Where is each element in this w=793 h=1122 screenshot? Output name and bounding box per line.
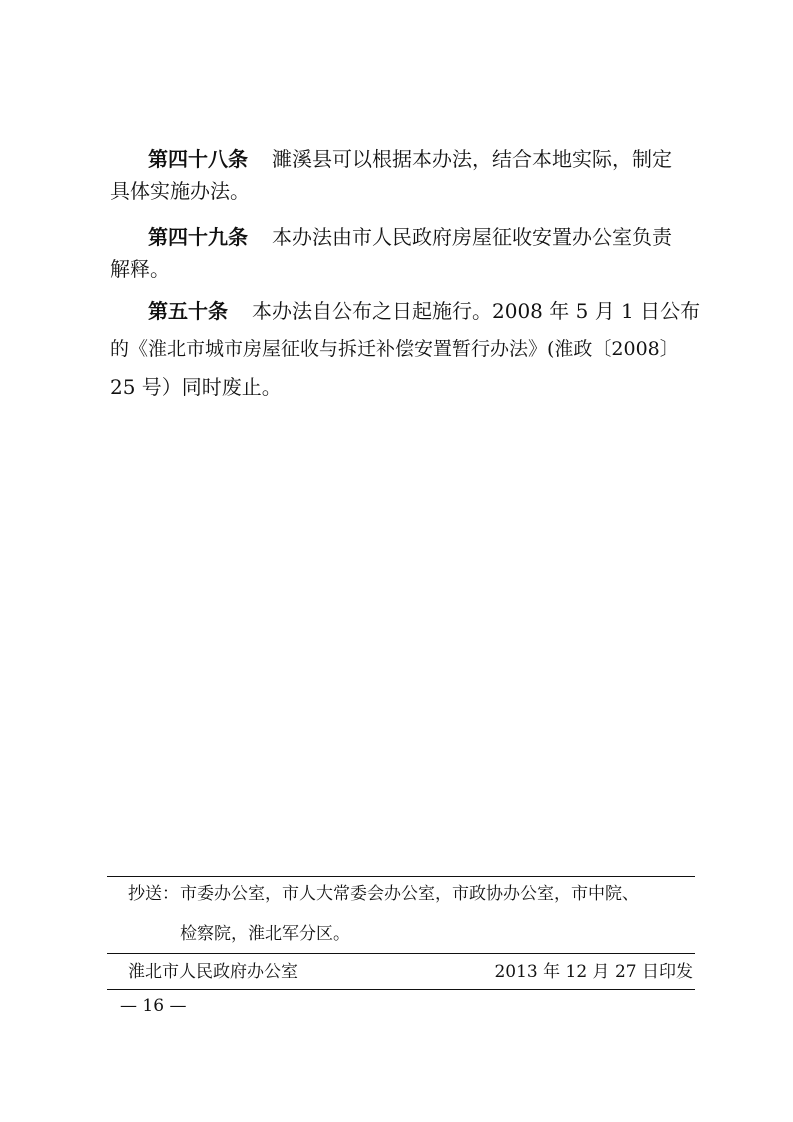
issuer: 淮北市人民政府办公室 bbox=[128, 962, 298, 982]
article-50-text: 本办法自公布之日起施行。2008 年 5 月 1 日公布 bbox=[252, 299, 701, 323]
article-48-line2: 具体实施办法。 bbox=[110, 179, 250, 203]
footer-middle-rule bbox=[107, 953, 695, 954]
article-49-line1 bbox=[148, 222, 672, 252]
article-48-heading: 第四十八条 bbox=[148, 147, 248, 171]
footer-bottom-rule bbox=[107, 989, 695, 990]
article-49-heading: 第四十九条 bbox=[148, 225, 248, 249]
page-number: — 16 — bbox=[120, 996, 187, 1016]
cc-recipients-line1: 市委办公室，市人大常委会办公室，市政协办公室，市中院、 bbox=[180, 884, 639, 904]
cc-label: 抄送： bbox=[128, 884, 179, 904]
article-48-line1 bbox=[148, 144, 672, 174]
article-50-line1 bbox=[148, 296, 700, 326]
article-50-line3: 25 号）同时废止。 bbox=[110, 375, 282, 399]
article-49-text: 本办法由市人民政府房屋征收安置办公室负责 bbox=[272, 225, 672, 249]
cc-recipients-line2: 检察院，淮北军分区。 bbox=[180, 924, 350, 944]
article-50-line2: 的《淮北市城市房屋征收与拆迁补偿安置暂行办法》(淮政〔2008〕 bbox=[110, 338, 679, 360]
article-50-heading: 第五十条 bbox=[148, 299, 228, 323]
issue-date: 2013 年 12 月 27 日印发 bbox=[494, 962, 693, 982]
footer-top-rule bbox=[107, 876, 695, 877]
article-48-text: 濉溪县可以根据本办法，结合本地实际，制定 bbox=[272, 147, 672, 171]
article-49-line2: 解释。 bbox=[110, 257, 170, 281]
